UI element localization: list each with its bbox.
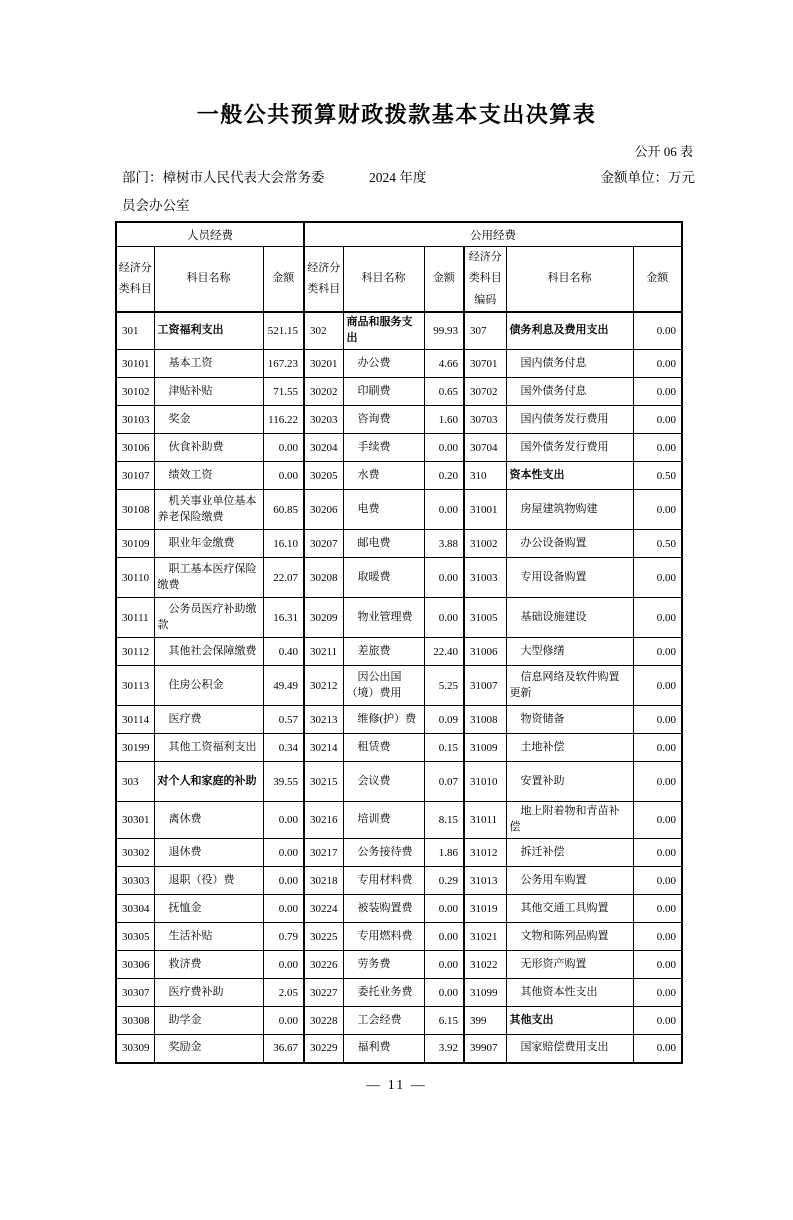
amount-cell: 1.60 bbox=[424, 406, 464, 434]
econ-class-code-cell: 31010 bbox=[464, 762, 506, 802]
econ-class-code-cell: 30113 bbox=[116, 666, 154, 706]
subject-name-cell: 福利费 bbox=[343, 1035, 424, 1063]
econ-class-code-cell: 31006 bbox=[464, 638, 506, 666]
table-row bbox=[116, 1035, 682, 1063]
table-row bbox=[116, 462, 682, 490]
econ-class-code-cell: 30199 bbox=[116, 734, 154, 762]
amount-cell: 39.55 bbox=[263, 762, 304, 802]
subject-name-cell: 医疗费 bbox=[154, 706, 263, 734]
subject-name-cell: 办公费 bbox=[343, 350, 424, 378]
table-row bbox=[116, 762, 682, 802]
subject-name-cell: 安置补助 bbox=[506, 762, 633, 802]
amount-cell: 0.00 bbox=[424, 923, 464, 951]
table-row bbox=[116, 923, 682, 951]
amount-cell: 0.00 bbox=[633, 312, 682, 349]
table-row bbox=[116, 1007, 682, 1035]
amount-cell: 0.00 bbox=[633, 867, 682, 895]
group-header-public: 公用经费 bbox=[304, 222, 682, 247]
econ-class-code-cell: 30702 bbox=[464, 378, 506, 406]
subject-name-cell: 职业年金缴费 bbox=[154, 530, 263, 558]
econ-class-code-cell: 30306 bbox=[116, 951, 154, 979]
amount-cell: 0.07 bbox=[424, 762, 464, 802]
amount-cell: 0.00 bbox=[424, 434, 464, 462]
amount-cell: 71.55 bbox=[263, 378, 304, 406]
econ-class-code-cell: 30205 bbox=[304, 462, 343, 490]
subject-name-cell: 奖金 bbox=[154, 406, 263, 434]
group-header-row bbox=[116, 222, 682, 247]
table-row bbox=[116, 839, 682, 867]
econ-class-code-cell: 30203 bbox=[304, 406, 343, 434]
department-label: 部门：樟树市人民代表大会常务委员会办公室 bbox=[122, 170, 325, 213]
subject-name-cell: 医疗费补助 bbox=[154, 979, 263, 1007]
amount-cell: 22.07 bbox=[263, 558, 304, 598]
table-row bbox=[116, 979, 682, 1007]
econ-class-code-cell: 30309 bbox=[116, 1035, 154, 1063]
econ-class-code-cell: 30227 bbox=[304, 979, 343, 1007]
subject-name-cell: 基础设施建设 bbox=[506, 598, 633, 638]
table-row bbox=[116, 490, 682, 530]
meta-row bbox=[122, 164, 695, 220]
subject-name-cell: 邮电费 bbox=[343, 530, 424, 558]
amount-cell: 22.40 bbox=[424, 638, 464, 666]
table-number-label: 公开 06 表 bbox=[634, 144, 693, 159]
amount-cell: 0.00 bbox=[633, 802, 682, 839]
econ-class-code-cell: 30110 bbox=[116, 558, 154, 598]
econ-class-code-cell: 302 bbox=[304, 312, 343, 349]
subject-name-cell: 职工基本医疗保险缴费 bbox=[154, 558, 263, 598]
table-row bbox=[116, 666, 682, 706]
table-row bbox=[116, 951, 682, 979]
econ-class-code-cell: 30229 bbox=[304, 1035, 343, 1063]
subject-name-cell: 物资储备 bbox=[506, 706, 633, 734]
subject-name-cell: 商品和服务支出 bbox=[343, 312, 424, 349]
amount-cell: 6.15 bbox=[424, 1007, 464, 1035]
econ-class-code-cell: 30204 bbox=[304, 434, 343, 462]
table-body bbox=[116, 312, 682, 1062]
econ-class-code-cell: 30209 bbox=[304, 598, 343, 638]
amount-cell: 0.40 bbox=[263, 638, 304, 666]
subject-name-cell: 其他交通工具购置 bbox=[506, 895, 633, 923]
econ-class-code-cell: 30102 bbox=[116, 378, 154, 406]
amount-cell: 0.00 bbox=[633, 839, 682, 867]
econ-class-code-cell: 30225 bbox=[304, 923, 343, 951]
subject-name-cell: 国内债务付息 bbox=[506, 350, 633, 378]
econ-class-code-cell: 31005 bbox=[464, 598, 506, 638]
subject-name-cell: 伙食补助费 bbox=[154, 434, 263, 462]
amount-cell: 0.57 bbox=[263, 706, 304, 734]
table-row bbox=[116, 867, 682, 895]
subject-name-cell: 基本工资 bbox=[154, 350, 263, 378]
econ-class-code-cell: 30704 bbox=[464, 434, 506, 462]
subject-name-cell: 其他资本性支出 bbox=[506, 979, 633, 1007]
page-number: — 11 — bbox=[366, 1077, 427, 1093]
econ-class-code-cell: 30111 bbox=[116, 598, 154, 638]
table-row bbox=[116, 706, 682, 734]
subject-name-cell: 委托业务费 bbox=[343, 979, 424, 1007]
amount-cell: 0.00 bbox=[424, 598, 464, 638]
subject-name-cell: 其他工资福利支出 bbox=[154, 734, 263, 762]
header-amount-2: 金额 bbox=[424, 247, 464, 313]
subject-name-cell: 专用设备购置 bbox=[506, 558, 633, 598]
header-econ-class-code-3: 经济分类科目编码 bbox=[464, 247, 506, 313]
amount-unit-label: 金额单位：万元 bbox=[600, 170, 695, 185]
econ-class-code-cell: 30108 bbox=[116, 490, 154, 530]
subject-name-cell: 公务接待费 bbox=[343, 839, 424, 867]
amount-cell: 0.00 bbox=[633, 1035, 682, 1063]
econ-class-code-cell: 30301 bbox=[116, 802, 154, 839]
subject-name-cell: 文物和陈列品购置 bbox=[506, 923, 633, 951]
amount-cell: 49.49 bbox=[263, 666, 304, 706]
econ-class-code-cell: 303 bbox=[116, 762, 154, 802]
amount-cell: 0.00 bbox=[424, 951, 464, 979]
subject-name-cell: 信息网络及软件购置更新 bbox=[506, 666, 633, 706]
econ-class-code-cell: 30213 bbox=[304, 706, 343, 734]
econ-class-code-cell: 301 bbox=[116, 312, 154, 349]
amount-cell: 0.00 bbox=[633, 638, 682, 666]
amount-cell: 0.00 bbox=[424, 895, 464, 923]
amount-cell: 2.05 bbox=[263, 979, 304, 1007]
amount-cell: 0.20 bbox=[424, 462, 464, 490]
subject-name-cell: 住房公积金 bbox=[154, 666, 263, 706]
econ-class-code-cell: 30107 bbox=[116, 462, 154, 490]
amount-cell: 0.00 bbox=[633, 406, 682, 434]
econ-class-code-cell: 31009 bbox=[464, 734, 506, 762]
subject-name-cell: 电费 bbox=[343, 490, 424, 530]
amount-cell: 167.23 bbox=[263, 350, 304, 378]
amount-cell: 0.00 bbox=[633, 598, 682, 638]
econ-class-code-cell: 30308 bbox=[116, 1007, 154, 1035]
econ-class-code-cell: 31021 bbox=[464, 923, 506, 951]
header-amount-1: 金额 bbox=[263, 247, 304, 313]
amount-cell: 521.15 bbox=[263, 312, 304, 349]
amount-cell: 0.00 bbox=[263, 895, 304, 923]
subject-name-cell: 助学金 bbox=[154, 1007, 263, 1035]
header-subject-name-1: 科目名称 bbox=[154, 247, 263, 313]
subject-name-cell: 国家赔偿费用支出 bbox=[506, 1035, 633, 1063]
econ-class-code-cell: 30228 bbox=[304, 1007, 343, 1035]
amount-cell: 0.00 bbox=[633, 895, 682, 923]
amount-cell: 3.88 bbox=[424, 530, 464, 558]
subject-name-cell: 因公出国（境）费用 bbox=[343, 666, 424, 706]
amount-cell: 0.00 bbox=[633, 1007, 682, 1035]
subject-name-cell: 退休费 bbox=[154, 839, 263, 867]
econ-class-code-cell: 310 bbox=[464, 462, 506, 490]
subject-name-cell: 维修(护）费 bbox=[343, 706, 424, 734]
econ-class-code-cell: 30215 bbox=[304, 762, 343, 802]
subject-name-cell: 拆迁补偿 bbox=[506, 839, 633, 867]
econ-class-code-cell: 31008 bbox=[464, 706, 506, 734]
amount-cell: 0.00 bbox=[263, 802, 304, 839]
econ-class-code-cell: 30703 bbox=[464, 406, 506, 434]
header-econ-class-code-2: 经济分类科目 bbox=[304, 247, 343, 313]
subject-name-cell: 印刷费 bbox=[343, 378, 424, 406]
econ-class-code-cell: 30106 bbox=[116, 434, 154, 462]
header-subject-name-2: 科目名称 bbox=[343, 247, 424, 313]
econ-class-code-cell: 30202 bbox=[304, 378, 343, 406]
subject-name-cell: 奖励金 bbox=[154, 1035, 263, 1063]
subject-name-cell: 国外债务付息 bbox=[506, 378, 633, 406]
subject-name-cell: 生活补贴 bbox=[154, 923, 263, 951]
econ-class-code-cell: 30226 bbox=[304, 951, 343, 979]
subject-name-cell: 机关事业单位基本养老保险缴费 bbox=[154, 490, 263, 530]
econ-class-code-cell: 31007 bbox=[464, 666, 506, 706]
econ-class-code-cell: 30207 bbox=[304, 530, 343, 558]
basic-expenditure-table bbox=[115, 221, 683, 1064]
econ-class-code-cell: 30103 bbox=[116, 406, 154, 434]
econ-class-code-cell: 31003 bbox=[464, 558, 506, 598]
subject-name-cell: 无形资产购置 bbox=[506, 951, 633, 979]
amount-cell: 0.00 bbox=[263, 951, 304, 979]
table-row bbox=[116, 638, 682, 666]
amount-cell: 0.00 bbox=[424, 558, 464, 598]
subject-name-cell: 差旅费 bbox=[343, 638, 424, 666]
subject-name-cell: 对个人和家庭的补助 bbox=[154, 762, 263, 802]
amount-cell: 0.00 bbox=[263, 1007, 304, 1035]
econ-class-code-cell: 30303 bbox=[116, 867, 154, 895]
econ-class-code-cell: 30101 bbox=[116, 350, 154, 378]
subject-name-cell: 办公设备购置 bbox=[506, 530, 633, 558]
subject-name-cell: 其他社会保障缴费 bbox=[154, 638, 263, 666]
amount-cell: 0.00 bbox=[633, 378, 682, 406]
amount-cell: 116.22 bbox=[263, 406, 304, 434]
amount-cell: 0.00 bbox=[633, 951, 682, 979]
amount-cell: 0.00 bbox=[633, 558, 682, 598]
subject-name-cell: 土地补偿 bbox=[506, 734, 633, 762]
table-row bbox=[116, 378, 682, 406]
subject-name-cell: 专用材料费 bbox=[343, 867, 424, 895]
subject-name-cell: 工资福利支出 bbox=[154, 312, 263, 349]
econ-class-code-cell: 31011 bbox=[464, 802, 506, 839]
econ-class-code-cell: 30201 bbox=[304, 350, 343, 378]
amount-cell: 3.92 bbox=[424, 1035, 464, 1063]
econ-class-code-cell: 31001 bbox=[464, 490, 506, 530]
amount-cell: 0.50 bbox=[633, 462, 682, 490]
amount-cell: 0.00 bbox=[633, 734, 682, 762]
table-row bbox=[116, 895, 682, 923]
table-row bbox=[116, 350, 682, 378]
amount-cell: 0.00 bbox=[263, 839, 304, 867]
amount-cell: 0.50 bbox=[633, 530, 682, 558]
amount-cell: 0.15 bbox=[424, 734, 464, 762]
amount-cell: 0.00 bbox=[633, 434, 682, 462]
econ-class-code-cell: 31022 bbox=[464, 951, 506, 979]
econ-class-code-cell: 30304 bbox=[116, 895, 154, 923]
subject-name-cell: 退职（役）费 bbox=[154, 867, 263, 895]
econ-class-code-cell: 39907 bbox=[464, 1035, 506, 1063]
econ-class-code-cell: 399 bbox=[464, 1007, 506, 1035]
econ-class-code-cell: 30208 bbox=[304, 558, 343, 598]
amount-cell: 16.10 bbox=[263, 530, 304, 558]
amount-cell: 0.00 bbox=[633, 923, 682, 951]
amount-cell: 1.86 bbox=[424, 839, 464, 867]
econ-class-code-cell: 30206 bbox=[304, 490, 343, 530]
amount-cell: 0.29 bbox=[424, 867, 464, 895]
econ-class-code-cell: 30302 bbox=[116, 839, 154, 867]
econ-class-code-cell: 30305 bbox=[116, 923, 154, 951]
subject-name-cell: 房屋建筑物购建 bbox=[506, 490, 633, 530]
amount-cell: 36.67 bbox=[263, 1035, 304, 1063]
amount-cell: 0.34 bbox=[263, 734, 304, 762]
group-header-personnel: 人员经费 bbox=[116, 222, 304, 247]
subject-name-cell: 手续费 bbox=[343, 434, 424, 462]
subject-name-cell: 津贴补贴 bbox=[154, 378, 263, 406]
subject-name-cell: 地上附着物和青苗补偿 bbox=[506, 802, 633, 839]
table-row bbox=[116, 734, 682, 762]
subject-name-cell: 会议费 bbox=[343, 762, 424, 802]
amount-cell: 8.15 bbox=[424, 802, 464, 839]
subject-name-cell: 公务用车购置 bbox=[506, 867, 633, 895]
table-row bbox=[116, 598, 682, 638]
page-title: 一般公共预算财政拨款基本支出决算表 bbox=[196, 102, 597, 127]
subject-name-cell: 其他支出 bbox=[506, 1007, 633, 1035]
amount-cell: 99.93 bbox=[424, 312, 464, 349]
subject-name-cell: 劳务费 bbox=[343, 951, 424, 979]
header-amount-3: 金额 bbox=[633, 247, 682, 313]
amount-cell: 0.00 bbox=[424, 490, 464, 530]
amount-cell: 0.00 bbox=[263, 462, 304, 490]
econ-class-code-cell: 30218 bbox=[304, 867, 343, 895]
subject-name-cell: 被装购置费 bbox=[343, 895, 424, 923]
amount-cell: 60.85 bbox=[263, 490, 304, 530]
subject-name-cell: 咨询费 bbox=[343, 406, 424, 434]
econ-class-code-cell: 31019 bbox=[464, 895, 506, 923]
header-econ-class-code-1: 经济分类科目 bbox=[116, 247, 154, 313]
econ-class-code-cell: 30307 bbox=[116, 979, 154, 1007]
subject-name-cell: 国内债务发行费用 bbox=[506, 406, 633, 434]
table-row bbox=[116, 312, 682, 349]
econ-class-code-cell: 30217 bbox=[304, 839, 343, 867]
subject-name-cell: 抚恤金 bbox=[154, 895, 263, 923]
table-row bbox=[116, 802, 682, 839]
header-subject-name-3: 科目名称 bbox=[506, 247, 633, 313]
subject-name-cell: 公务员医疗补助缴款 bbox=[154, 598, 263, 638]
subject-name-cell: 水费 bbox=[343, 462, 424, 490]
subject-name-cell: 绩效工资 bbox=[154, 462, 263, 490]
amount-cell: 5.25 bbox=[424, 666, 464, 706]
econ-class-code-cell: 30214 bbox=[304, 734, 343, 762]
table-row bbox=[116, 558, 682, 598]
subject-name-cell: 资本性支出 bbox=[506, 462, 633, 490]
year-label: 2024 年度 bbox=[369, 170, 427, 185]
econ-class-code-cell: 30701 bbox=[464, 350, 506, 378]
econ-class-code-cell: 30109 bbox=[116, 530, 154, 558]
amount-cell: 0.00 bbox=[263, 867, 304, 895]
econ-class-code-cell: 30112 bbox=[116, 638, 154, 666]
subject-name-cell: 债务利息及费用支出 bbox=[506, 312, 633, 349]
econ-class-code-cell: 31002 bbox=[464, 530, 506, 558]
column-header-row bbox=[116, 247, 682, 313]
amount-cell: 0.00 bbox=[633, 706, 682, 734]
econ-class-code-cell: 30114 bbox=[116, 706, 154, 734]
econ-class-code-cell: 30224 bbox=[304, 895, 343, 923]
amount-cell: 0.79 bbox=[263, 923, 304, 951]
table-row bbox=[116, 434, 682, 462]
amount-cell: 0.00 bbox=[633, 762, 682, 802]
amount-cell: 4.66 bbox=[424, 350, 464, 378]
subject-name-cell: 国外债务发行费用 bbox=[506, 434, 633, 462]
amount-cell: 16.31 bbox=[263, 598, 304, 638]
econ-class-code-cell: 31012 bbox=[464, 839, 506, 867]
amount-cell: 0.00 bbox=[424, 979, 464, 1007]
subject-name-cell: 大型修缮 bbox=[506, 638, 633, 666]
document-page bbox=[0, 98, 793, 1220]
econ-class-code-cell: 30211 bbox=[304, 638, 343, 666]
amount-cell: 0.00 bbox=[633, 350, 682, 378]
subject-name-cell: 培训费 bbox=[343, 802, 424, 839]
econ-class-code-cell: 307 bbox=[464, 312, 506, 349]
subject-name-cell: 救济费 bbox=[154, 951, 263, 979]
econ-class-code-cell: 31013 bbox=[464, 867, 506, 895]
amount-cell: 0.09 bbox=[424, 706, 464, 734]
subject-name-cell: 工会经费 bbox=[343, 1007, 424, 1035]
subject-name-cell: 专用燃料费 bbox=[343, 923, 424, 951]
subject-name-cell: 取暖费 bbox=[343, 558, 424, 598]
table-row bbox=[116, 406, 682, 434]
econ-class-code-cell: 30216 bbox=[304, 802, 343, 839]
amount-cell: 0.00 bbox=[633, 490, 682, 530]
subject-name-cell: 租赁费 bbox=[343, 734, 424, 762]
econ-class-code-cell: 31099 bbox=[464, 979, 506, 1007]
amount-cell: 0.00 bbox=[263, 434, 304, 462]
econ-class-code-cell: 30212 bbox=[304, 666, 343, 706]
amount-cell: 0.65 bbox=[424, 378, 464, 406]
subject-name-cell: 离休费 bbox=[154, 802, 263, 839]
amount-cell: 0.00 bbox=[633, 666, 682, 706]
subject-name-cell: 物业管理费 bbox=[343, 598, 424, 638]
table-row bbox=[116, 530, 682, 558]
amount-cell: 0.00 bbox=[633, 979, 682, 1007]
